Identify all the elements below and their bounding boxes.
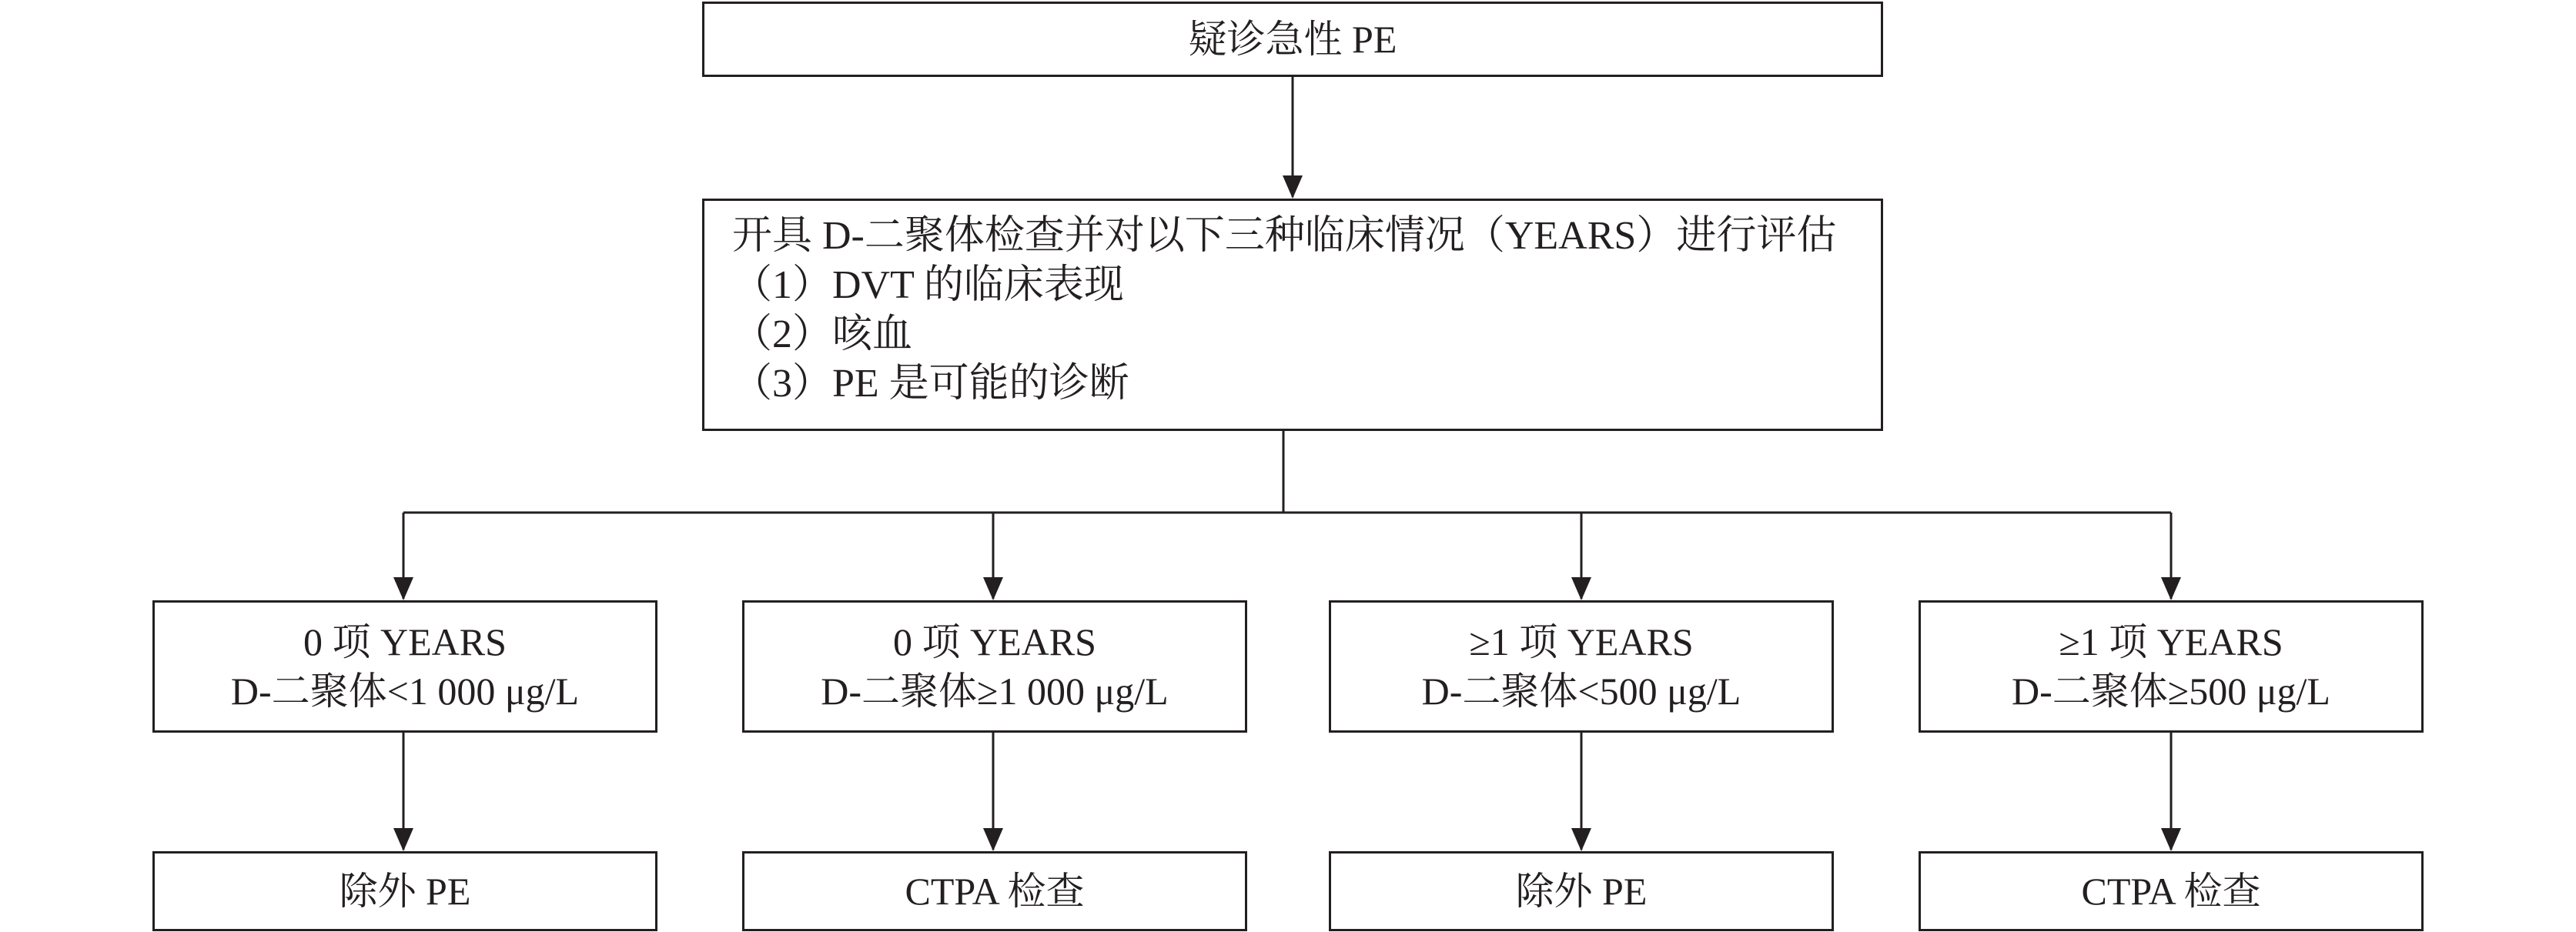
assessment-heading: 开具 D-二聚体检查并对以下三种临床情况（YEARS）进行评估	[732, 214, 1837, 258]
condition-box-2	[742, 600, 1247, 733]
result-box-2	[742, 851, 1247, 931]
condition-box-3	[1329, 600, 1834, 733]
condition-box-1	[152, 600, 657, 733]
condition-2-ddimer: D-二聚体≥1 000 μg/L	[821, 670, 1169, 713]
result-box-4	[1919, 851, 2424, 931]
assessment-item-3: （3）PE 是可能的诊断	[732, 362, 1129, 406]
suspected-pe-box	[702, 2, 1883, 77]
arrowhead-drop-1	[393, 577, 413, 600]
condition-3-years: ≥1 项 YEARS	[1469, 620, 1694, 663]
condition-2-years: 0 项 YEARS	[893, 620, 1096, 663]
assessment-item-2: （2）咳血	[732, 312, 913, 356]
suspected-pe-label: 疑诊急性 PE	[1188, 18, 1397, 61]
condition-box-4	[1919, 600, 2424, 733]
result-4-label: CTPA 检查	[2081, 870, 2261, 913]
arrowhead-link-1	[393, 828, 413, 851]
arrowhead-drop-3	[1571, 577, 1591, 600]
arrowhead-drop-4	[2161, 577, 2181, 600]
result-3-label: 除外 PE	[1515, 870, 1648, 913]
arrowhead-link-4	[2161, 828, 2181, 851]
result-2-label: CTPA 检查	[905, 870, 1085, 913]
condition-4-ddimer: D-二聚体≥500 μg/L	[2012, 670, 2330, 713]
condition-3-ddimer: D-二聚体<500 μg/L	[1421, 670, 1741, 713]
condition-1-years: 0 项 YEARS	[303, 620, 507, 663]
condition-1-ddimer: D-二聚体<1 000 μg/L	[230, 670, 580, 713]
assessment-box	[702, 199, 1883, 431]
arrowhead-title	[1283, 175, 1303, 199]
assessment-item-1: （1）DVT 的临床表现	[732, 263, 1124, 307]
condition-4-years: ≥1 项 YEARS	[2059, 620, 2283, 663]
result-box-3	[1329, 851, 1834, 931]
result-1-label: 除外 PE	[339, 870, 471, 913]
arrowhead-drop-2	[983, 577, 1003, 600]
arrowhead-link-2	[983, 828, 1003, 851]
result-box-1	[152, 851, 657, 931]
arrowhead-link-3	[1571, 828, 1591, 851]
